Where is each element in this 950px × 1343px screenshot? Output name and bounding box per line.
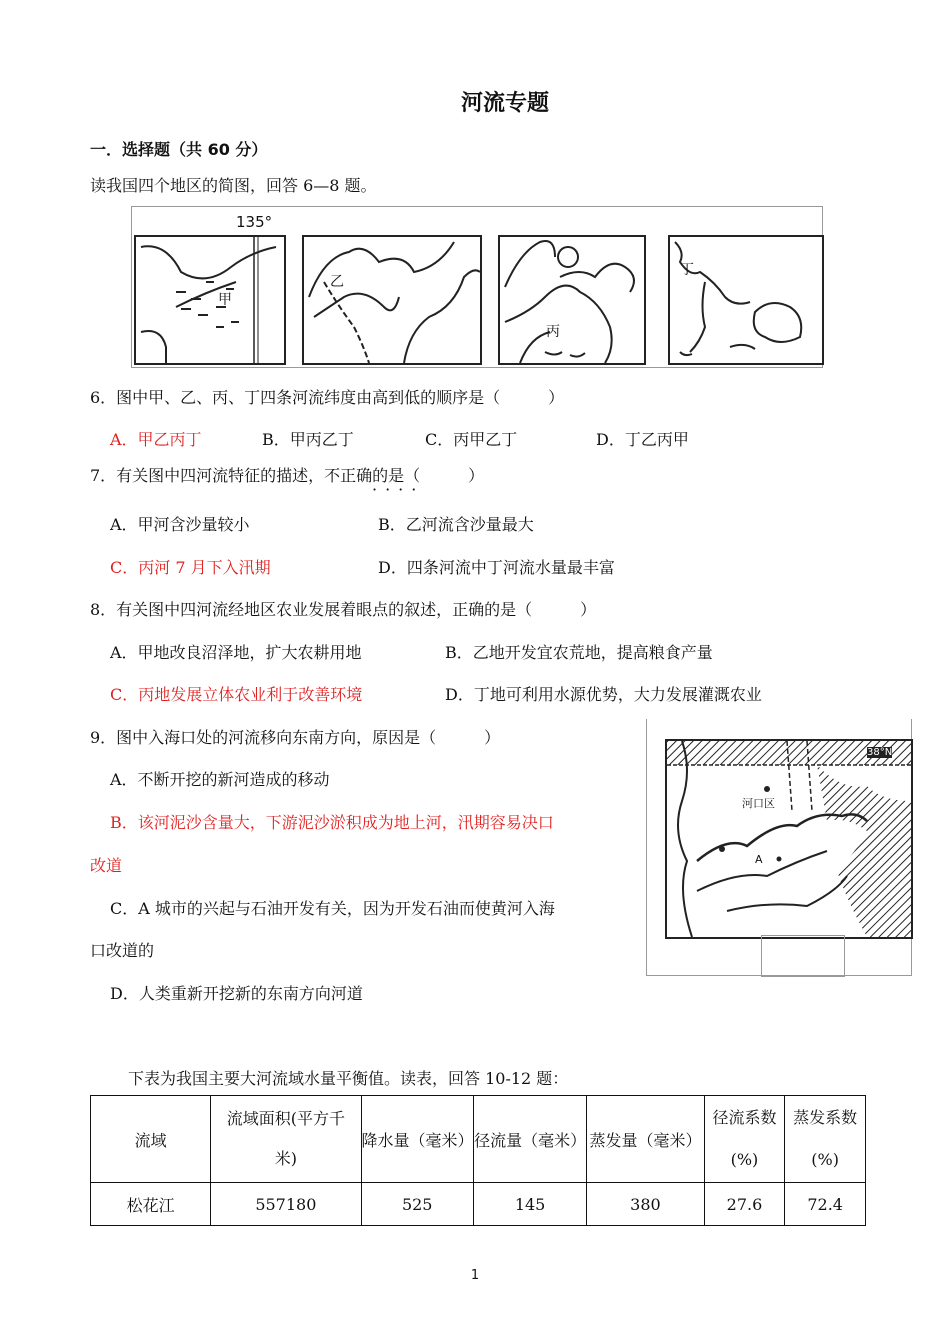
q6-option-c: C．丙甲乙丁 — [425, 430, 518, 449]
latitude-label: 38°N — [867, 747, 893, 758]
cell-runoff: 145 — [473, 1183, 586, 1226]
q9-option-c-cont: 口改道的 — [90, 941, 155, 960]
section-heading: 一．选择题（共 60 分） — [90, 140, 268, 159]
map-bing-drawing — [500, 237, 644, 363]
map-label-bing: 丙 — [546, 324, 560, 340]
q6-option-a: A．甲乙丙丁 — [110, 430, 202, 449]
map-yi-drawing — [304, 237, 480, 363]
longitude-label: 135° — [236, 213, 273, 231]
cell-area: 557180 — [211, 1183, 361, 1226]
map-ding-drawing — [670, 237, 822, 363]
map-label-jia: 甲 — [218, 292, 232, 308]
page-number: 1 — [470, 1268, 480, 1283]
four-region-maps — [131, 206, 823, 368]
header-evap-coef — [785, 1096, 866, 1183]
q9-option-d: D．人类重新开挖新的东南方向河道 — [110, 984, 363, 1003]
cell-precip: 525 — [361, 1183, 473, 1226]
map-label-ding: 丁 — [680, 262, 694, 278]
map-yi — [302, 235, 482, 365]
map-ding — [668, 235, 824, 365]
map-bing — [498, 235, 646, 365]
q8-stem: 8．有关图中四河流经地区农业发展着眼点的叙述，正确的是（ ） — [90, 600, 597, 619]
map-caption-box — [761, 935, 845, 977]
city-a-label: A — [755, 853, 763, 866]
river-mouth-map — [665, 739, 913, 939]
q8-option-c: C．丙地发展立体农业利于改善环境 — [110, 685, 363, 704]
cell-basin: 松花江 — [91, 1183, 211, 1226]
q9-option-b: B．该河泥沙含量大，下游泥沙淤积成为地上河，汛期容易决口 — [110, 813, 554, 832]
q7-stem: 7．有关图中四河流特征的描述，不正确的是（ ） — [90, 466, 485, 485]
river-mouth-drawing — [667, 741, 911, 937]
header-evap: 蒸发量（毫米） — [587, 1096, 704, 1183]
q9-option-b-cont: 改道 — [90, 856, 123, 875]
header-evap-coef-line1: 蒸发系数 — [793, 1108, 858, 1127]
q8-option-a: A．甲地改良沼泽地，扩大农耕用地 — [110, 643, 362, 662]
header-runoff-coef-line1: 径流系数 — [712, 1108, 777, 1127]
page-title: 河流专题 — [460, 91, 549, 116]
river-mouth-label: 河口区 — [742, 797, 775, 810]
map-jia-drawing — [136, 237, 284, 363]
river-mouth-map-frame — [646, 719, 912, 976]
table-row — [91, 1183, 866, 1226]
table-header-row — [91, 1096, 866, 1183]
header-precip: 降水量（毫米） — [361, 1096, 473, 1183]
q6-option-d: D．丁乙丙甲 — [596, 430, 689, 449]
header-area-line1: 流域面积(平方千 — [226, 1109, 345, 1128]
q7-option-d: D．四条河流中丁河流水量最丰富 — [378, 558, 615, 577]
table-intro: 下表为我国主要大河流域水量平衡值。读表，回答 10-12 题： — [128, 1069, 569, 1088]
q9-option-a: A．不断开挖的新河造成的移动 — [110, 770, 330, 789]
q7-option-b: B．乙河流含沙量最大 — [378, 515, 534, 534]
q9-stem: 9．图中入海口处的河流移向东南方向，原因是（ ） — [90, 728, 501, 747]
q7-option-a: A．甲河含沙量较小 — [110, 515, 250, 534]
cell-evap-coef: 72.4 — [785, 1183, 866, 1226]
header-runoff: 径流量（毫米） — [473, 1096, 586, 1183]
q9-option-c: C．A 城市的兴起与石油开发有关，因为开发石油而使黄河入海 — [110, 899, 555, 918]
cell-evap: 380 — [587, 1183, 704, 1226]
q6-stem: 6．图中甲、乙、丙、丁四条河流纬度由高到低的顺序是（ ） — [90, 388, 565, 407]
header-basin: 流域 — [91, 1096, 211, 1183]
map-jia — [134, 235, 286, 365]
intro-text: 读我国四个地区的简图，回答 6—8 题。 — [90, 176, 377, 195]
header-evap-coef-line2: (%) — [811, 1150, 839, 1169]
header-area — [211, 1096, 361, 1183]
water-balance-table — [90, 1095, 866, 1226]
q8-option-d: D．丁地可利用水源优势，大力发展灌溉农业 — [445, 685, 762, 704]
q7-emphasis-dots: ···· — [372, 480, 425, 499]
q8-option-b: B．乙地开发宜农荒地，提高粮食产量 — [445, 643, 713, 662]
header-runoff-coef-line2: (%) — [730, 1150, 759, 1169]
header-area-line2: 米) — [274, 1149, 297, 1168]
q7-option-c: C．丙河 7 月下入汛期 — [110, 558, 271, 577]
header-runoff-coef — [704, 1096, 785, 1183]
cell-runoff-coef: 27.6 — [704, 1183, 785, 1226]
q6-option-b: B．甲丙乙丁 — [262, 430, 354, 449]
map-label-yi: 乙 — [330, 274, 344, 290]
